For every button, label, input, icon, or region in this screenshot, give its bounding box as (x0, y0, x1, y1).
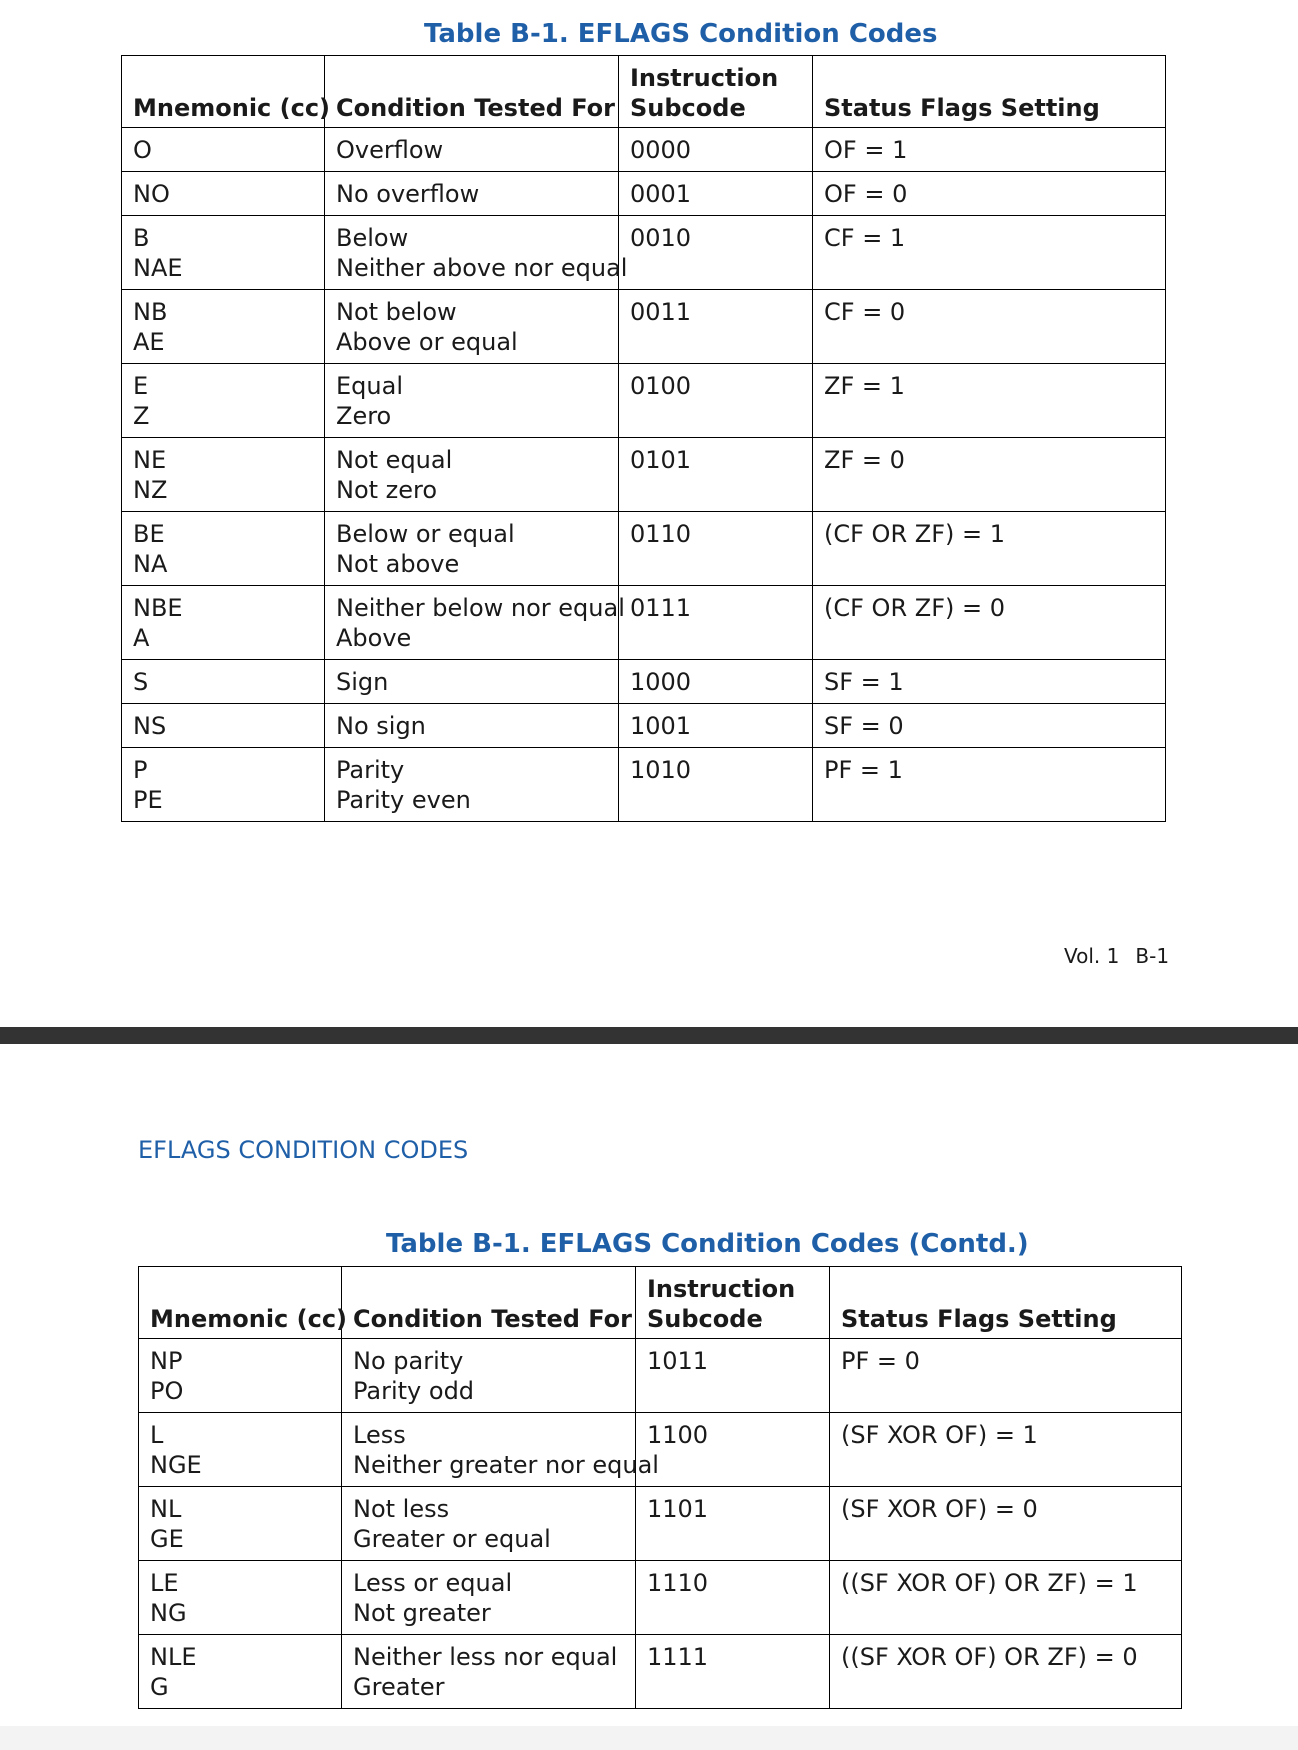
table-row (139, 1487, 1182, 1561)
table-row (122, 660, 1166, 704)
eflags-table (121, 55, 1166, 822)
mnemonic-text: NS (133, 712, 167, 740)
mnemonic-text: NL (150, 1495, 182, 1523)
mnemonic-text: A (133, 624, 150, 652)
subcode-cell (619, 512, 813, 586)
table-row (122, 216, 1166, 290)
condition-text: Neither less nor equal (353, 1643, 618, 1671)
subcode-text: 1010 (630, 756, 692, 784)
flags-cell (830, 1413, 1182, 1487)
condition-cell (325, 172, 619, 216)
condition-text: Not less (353, 1495, 450, 1523)
condition-text: Not below (336, 298, 457, 326)
flags-text: ((SF XOR OF) OR ZF) = 0 (841, 1643, 1138, 1671)
condition-text: Sign (336, 668, 389, 696)
header-subcode (636, 1267, 830, 1339)
subcode-text: 1011 (647, 1347, 709, 1375)
condition-text: Above or equal (336, 328, 518, 356)
condition-text: Not equal (336, 446, 453, 474)
header-text: Subcode (647, 1305, 763, 1333)
flags-text: ((SF XOR OF) OR ZF) = 1 (841, 1569, 1138, 1597)
header-condition (342, 1267, 636, 1339)
flags-cell (813, 704, 1166, 748)
subcode-cell (636, 1635, 830, 1709)
condition-cell (325, 512, 619, 586)
table-title: Table B-1. EFLAGS Condition Codes (424, 19, 938, 49)
page-footer (1064, 944, 1169, 968)
header-text: Condition Tested For (353, 1305, 632, 1333)
running-head: EFLAGS CONDITION CODES (138, 1136, 469, 1164)
flags-cell (813, 364, 1166, 438)
subcode-text: 0100 (630, 372, 692, 400)
mnemonic-text: LE (150, 1569, 179, 1597)
mnemonic-text: PO (150, 1377, 184, 1405)
mnemonic-text: NA (133, 550, 168, 578)
mnemonic-text: Z (133, 402, 150, 430)
header-mnemonic (139, 1267, 348, 1339)
mnemonic-cell (122, 512, 325, 586)
subcode-text: 0000 (630, 136, 692, 164)
condition-cell (325, 704, 619, 748)
condition-cell (325, 438, 619, 512)
subcode-cell (619, 364, 813, 438)
mnemonic-cell (139, 1635, 342, 1709)
condition-text: Less or equal (353, 1569, 513, 1597)
subcode-cell (619, 216, 813, 290)
condition-cell (342, 1413, 659, 1487)
flags-cell (813, 128, 1166, 172)
condition-text: Equal (336, 372, 403, 400)
mnemonic-text: NB (133, 298, 168, 326)
mnemonic-text: NO (133, 180, 170, 208)
eflags-table-contd (138, 1266, 1182, 1709)
subcode-cell (619, 660, 813, 704)
condition-text: Parity odd (353, 1377, 475, 1405)
condition-text: Greater (353, 1673, 445, 1701)
condition-text: Greater or equal (353, 1525, 551, 1553)
condition-cell (325, 290, 619, 364)
header-flags (830, 1267, 1182, 1339)
flags-cell (813, 216, 1166, 290)
mnemonic-text: GE (150, 1525, 184, 1553)
flags-text: OF = 0 (824, 180, 908, 208)
flags-text: (SF XOR OF) = 1 (841, 1421, 1038, 1449)
mnemonic-cell (122, 290, 325, 364)
condition-text: No sign (336, 712, 426, 740)
flags-cell (830, 1635, 1182, 1709)
subcode-text: 0011 (630, 298, 692, 326)
mnemonic-cell (139, 1561, 342, 1635)
condition-text: Above (336, 624, 412, 652)
flags-text: ZF = 1 (824, 372, 905, 400)
subcode-cell (619, 438, 813, 512)
flags-cell (813, 290, 1166, 364)
mnemonic-text: NAE (133, 254, 183, 282)
flags-cell (830, 1487, 1182, 1561)
flags-text: PF = 0 (841, 1347, 920, 1375)
header-text: Subcode (630, 94, 746, 122)
flags-text: CF = 0 (824, 298, 906, 326)
mnemonic-text: NGE (150, 1451, 202, 1479)
subcode-text: 1101 (647, 1495, 709, 1523)
header-text: Mnemonic (cc) (133, 94, 331, 122)
mnemonic-text: NBE (133, 594, 183, 622)
condition-text: Neither below nor equal (336, 594, 625, 622)
mnemonic-text: NG (150, 1599, 187, 1627)
subcode-text: 1001 (630, 712, 692, 740)
subcode-text: 0101 (630, 446, 692, 474)
header-text: Instruction (647, 1275, 796, 1303)
mnemonic-text: S (133, 668, 149, 696)
condition-cell (325, 586, 625, 660)
mnemonic-text: BE (133, 520, 165, 548)
table-row (139, 1635, 1182, 1709)
condition-cell (342, 1635, 636, 1709)
condition-text: No overflow (336, 180, 480, 208)
subcode-cell (636, 1413, 830, 1487)
table-row (122, 512, 1166, 586)
flags-cell (813, 172, 1166, 216)
subcode-text: 1000 (630, 668, 692, 696)
mnemonic-text: NLE (150, 1643, 197, 1671)
condition-cell (325, 364, 619, 438)
condition-text: Not zero (336, 476, 438, 504)
header-text: Instruction (630, 64, 779, 92)
subcode-cell (636, 1339, 830, 1413)
mnemonic-text: NP (150, 1347, 183, 1375)
header-row (122, 56, 1166, 128)
mnemonic-text: G (150, 1673, 169, 1701)
mnemonic-text: PE (133, 786, 163, 814)
page-separator (0, 1027, 1298, 1044)
condition-cell (325, 128, 619, 172)
condition-cell (342, 1561, 636, 1635)
subcode-cell (619, 128, 813, 172)
mnemonic-text: NZ (133, 476, 168, 504)
condition-text: Neither greater nor equal (353, 1451, 659, 1479)
table-title-contd: Table B-1. EFLAGS Condition Codes (Contd.) (386, 1229, 1029, 1259)
mnemonic-text: O (133, 136, 152, 164)
subcode-text: 0110 (630, 520, 692, 548)
flags-cell (813, 512, 1166, 586)
footer-volume: Vol. 1 (1064, 944, 1120, 968)
flags-cell (830, 1561, 1182, 1635)
condition-cell (325, 216, 628, 290)
subcode-text: 1110 (647, 1569, 709, 1597)
subcode-text: 0001 (630, 180, 692, 208)
mnemonic-text: E (133, 372, 149, 400)
subcode-cell (619, 290, 813, 364)
condition-text: Zero (336, 402, 392, 430)
flags-text: PF = 1 (824, 756, 903, 784)
condition-text: Not above (336, 550, 460, 578)
mnemonic-cell (122, 128, 325, 172)
mnemonic-cell (122, 172, 325, 216)
subcode-text: 1100 (647, 1421, 709, 1449)
mnemonic-cell (122, 364, 325, 438)
mnemonic-cell (122, 660, 325, 704)
header-text: Status Flags Setting (824, 94, 1100, 122)
mnemonic-text: L (150, 1421, 164, 1449)
subcode-cell (636, 1487, 830, 1561)
mnemonic-text: AE (133, 328, 165, 356)
condition-text: Less (353, 1421, 406, 1449)
header-mnemonic (122, 56, 331, 128)
condition-text: Neither above nor equal (336, 254, 628, 282)
flags-text: SF = 1 (824, 668, 904, 696)
condition-cell (325, 660, 619, 704)
condition-text: Parity (336, 756, 405, 784)
mnemonic-cell (139, 1487, 342, 1561)
mnemonic-cell (122, 586, 325, 660)
flags-text: ZF = 0 (824, 446, 905, 474)
flags-text: SF = 0 (824, 712, 904, 740)
flags-text: OF = 1 (824, 136, 908, 164)
flags-cell (813, 586, 1166, 660)
viewer-bottom-edge (0, 1726, 1298, 1750)
subcode-text: 1111 (647, 1643, 709, 1671)
table-row (139, 1339, 1182, 1413)
condition-cell (342, 1487, 636, 1561)
subcode-cell (619, 172, 813, 216)
flags-text: CF = 1 (824, 224, 906, 252)
mnemonic-text: P (133, 756, 148, 784)
subcode-text: 0111 (630, 594, 692, 622)
table-row (122, 748, 1166, 822)
condition-cell (342, 1339, 636, 1413)
flags-cell (813, 748, 1166, 822)
flags-text: (CF OR ZF) = 0 (824, 594, 1005, 622)
header-condition (325, 56, 619, 128)
header-row (139, 1267, 1182, 1339)
condition-text: Below or equal (336, 520, 515, 548)
flags-cell (830, 1339, 1182, 1413)
header-text: Condition Tested For (336, 94, 615, 122)
subcode-cell (619, 704, 813, 748)
condition-cell (325, 748, 619, 822)
condition-text: Not greater (353, 1599, 491, 1627)
table-row (122, 172, 1166, 216)
condition-text: Parity even (336, 786, 471, 814)
header-subcode (619, 56, 813, 128)
table-row (139, 1561, 1182, 1635)
header-text: Status Flags Setting (841, 1305, 1117, 1333)
table-row (122, 704, 1166, 748)
table-row (122, 290, 1166, 364)
mnemonic-text: NE (133, 446, 167, 474)
mnemonic-cell (122, 704, 325, 748)
table-row (122, 128, 1166, 172)
table-body (139, 1339, 1182, 1709)
table-row (122, 364, 1166, 438)
flags-text: (SF XOR OF) = 0 (841, 1495, 1038, 1523)
condition-text: Below (336, 224, 409, 252)
subcode-cell (636, 1561, 830, 1635)
mnemonic-cell (139, 1413, 342, 1487)
table-body (122, 128, 1166, 822)
mnemonic-cell (122, 748, 325, 822)
table-row (122, 438, 1166, 512)
flags-cell (813, 438, 1166, 512)
flags-text: (CF OR ZF) = 1 (824, 520, 1005, 548)
mnemonic-cell (139, 1339, 342, 1413)
subcode-text: 0010 (630, 224, 692, 252)
subcode-cell (619, 586, 813, 660)
subcode-cell (619, 748, 813, 822)
footer-page-number: B-1 (1135, 944, 1170, 968)
condition-text: No parity (353, 1347, 464, 1375)
mnemonic-cell (122, 438, 325, 512)
header-text: Mnemonic (cc) (150, 1305, 348, 1333)
header-flags (813, 56, 1166, 128)
flags-cell (813, 660, 1166, 704)
mnemonic-cell (122, 216, 325, 290)
table-row (139, 1413, 1182, 1487)
table-row (122, 586, 1166, 660)
mnemonic-text: B (133, 224, 150, 252)
condition-text: Overflow (336, 136, 444, 164)
